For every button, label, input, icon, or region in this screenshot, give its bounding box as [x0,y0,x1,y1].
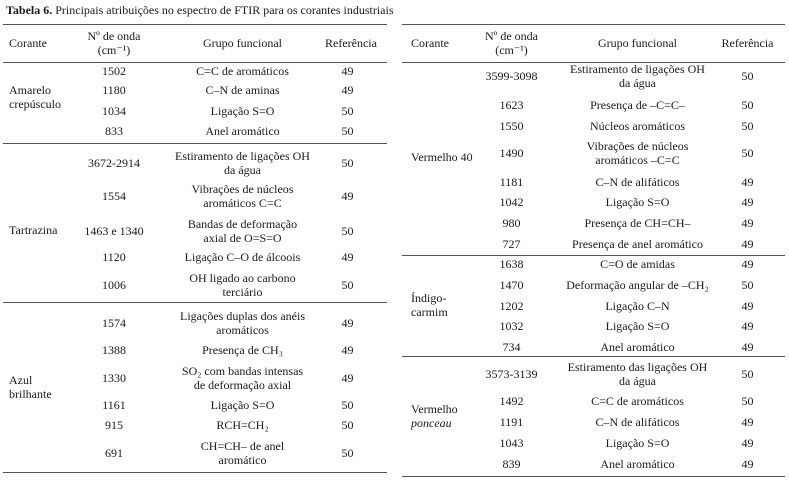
functional-group-cell [160,271,325,299]
left_table-group-rule [3,302,387,303]
functional-group-cell [555,457,720,471]
functional-group-cell-line: C=C de aromáticos [196,64,289,78]
right_table-dye-name [411,402,458,430]
functional-group-cell-line: aromáticos [216,323,269,337]
wavenumber-cell: 1388 [102,343,126,357]
functional-group-cell [555,436,720,450]
wavenumber-cell: 833 [105,124,123,138]
functional-group-cell-line: aromáticos C=C [203,196,282,210]
right_table-header-corante: Corante [411,36,449,50]
wavenumber-cell: 1330 [102,371,126,385]
wavenumber-cell: 1043 [499,436,524,450]
functional-group-cell-line: C–N de aminas [205,83,280,97]
right_table-header-referencia: Referência [721,36,774,50]
wavenumber-cell: 727 [502,237,521,251]
functional-group-cell-line: axial de O=S=O [203,231,282,245]
functional-group-cell-line: C=C de aromáticos [591,394,684,408]
functional-group-cell-line: C–N de alifáticos [595,415,680,429]
right_table-group-rule [402,356,785,357]
wavenumber-cell: 1554 [102,189,126,203]
wavenumber-cell: 839 [502,457,521,471]
dye-name-line: Tartrazina [9,223,58,237]
wavenumber-cell: 3573-3139 [485,367,538,381]
functional-group-cell-line: SO₂ com bandas intensas [181,364,304,378]
reference-cell: 50 [341,124,354,138]
functional-group-cell-line: da água [224,163,261,177]
reference-cell: 49 [341,83,354,97]
wavenumber-cell: 1638 [499,257,524,271]
functional-group-cell [555,415,720,429]
left_table-header-wavenumber [78,29,150,57]
reference-cell: 50 [741,146,754,160]
reference-cell: 49 [741,457,754,471]
functional-group-cell-line: Estiramento de ligações OH [570,62,705,76]
left_table-header-referencia: Referência [325,36,377,50]
wavenumber-cell: 1120 [102,250,126,264]
wavenumber-cell: 1623 [499,98,524,112]
wavenumber-cell: 1550 [499,119,524,133]
wavenumber-cell: 1490 [499,146,524,160]
left_table-header-corante: Corante [9,36,47,50]
left_table-group-rule [3,472,387,473]
functional-group-cell-line: Presença de CH₃ [202,343,283,357]
functional-group-cell-line: Núcleos aromáticos [590,119,685,133]
right_table-group-rule [402,476,785,477]
functional-group-cell-line: C=O de amidas [600,257,675,271]
reference-cell: 50 [341,446,354,460]
wavenumber-cell: 1191 [499,415,524,429]
functional-group-cell-line: Presença de anel aromático [572,237,703,251]
functional-group-cell [555,139,720,167]
functional-group-cell [555,257,720,271]
wavenumber-cell: 1181 [499,175,524,189]
right_table-dye-name [411,150,473,164]
functional-group-cell [555,278,720,292]
wavenumber-cell: 1006 [102,278,126,292]
wavenumber-cell: 1180 [102,83,126,97]
reference-cell: 50 [741,98,754,112]
reference-cell: 50 [341,278,354,292]
reference-cell: 49 [741,237,754,251]
functional-group-cell-line: CH=CH– de anel [200,439,285,453]
reference-cell: 50 [341,418,354,432]
reference-cell: 50 [741,367,754,381]
functional-group-cell-line: Anel aromático [205,124,280,138]
functional-group-cell [555,299,720,313]
functional-group-cell [555,237,720,251]
functional-group-cell-line: Vibrações de núcleos [586,139,689,153]
dye-name-line: Amarelo [9,83,51,97]
functional-group-cell [160,398,325,412]
reference-cell: 50 [341,398,354,412]
functional-group-cell-line: Vibrações de núcleos [191,182,294,196]
functional-group-cell [160,182,325,210]
functional-group-cell-line: Estiramento de ligações OH [175,149,310,163]
functional-group-cell-line: Ligação S=O [605,436,670,450]
reference-cell: 50 [341,156,354,170]
left_table-header-grupo: Grupo funcional [203,36,282,50]
wavenumber-cell: 1463 e 1340 [84,224,144,238]
functional-group-cell [555,175,720,189]
functional-group-cell-line: Anel aromático [600,340,675,354]
wavenumber-cell: 3599-3098 [485,69,538,83]
wavenumber-cell: 1574 [102,316,126,330]
reference-cell: 49 [741,299,754,313]
functional-group-cell [555,340,720,354]
functional-group-cell-line: terciário [222,285,263,299]
left_table-dye-name [9,223,57,237]
functional-group-cell-line: Ligação S=O [605,195,670,209]
functional-group-cell-line: aromáticos –C=C [595,153,680,167]
table-caption [6,3,394,18]
dye-name-line: brilhante [9,387,52,401]
functional-group-cell [555,195,720,209]
functional-group-cell-line: Ligação S=O [210,104,275,118]
functional-group-cell [555,216,720,230]
reference-cell: 49 [341,371,354,385]
wavenumber-cell: 1470 [499,278,524,292]
functional-group-cell [160,217,325,245]
functional-group-cell [555,98,720,112]
functional-group-cell-line: da água [619,374,656,388]
wavenumber-cell: 1202 [499,299,524,313]
dye-name-line: Vermelho [411,402,458,416]
wavenumber-header-line: Nº de onda [484,29,539,43]
reference-cell: 49 [741,415,754,429]
functional-group-cell-line: Presença de –C=C– [590,98,685,112]
functional-group-cell-line: Estiramento das ligações OH [567,360,708,374]
reference-cell: 49 [341,250,354,264]
reference-cell: 49 [741,195,754,209]
reference-cell: 50 [341,104,354,118]
reference-cell: 49 [341,343,354,357]
wavenumber-unit-line: (cm⁻¹) [97,43,131,57]
left_table-dye-name [9,373,52,401]
functional-group-cell-line: OH ligado ao carbono [189,271,296,285]
functional-group-cell-line: Anel aromático [600,457,675,471]
table-caption-label: Tabela 6. [6,3,53,17]
wavenumber-cell: 1502 [102,64,126,78]
functional-group-cell [555,319,720,333]
right_table-group-rule [402,255,785,256]
right_table-dye-name [411,291,448,319]
reference-cell: 49 [741,175,754,189]
functional-group-cell [160,104,325,118]
reference-cell: 49 [341,189,354,203]
functional-group-cell [555,62,720,90]
reference-cell: 49 [741,216,754,230]
functional-group-cell-line: Ligação S=O [210,398,275,412]
dye-name-line: carmim [411,305,448,319]
functional-group-cell [160,149,325,177]
functional-group-cell [555,394,720,408]
right_table-header-wavenumber [475,29,548,57]
functional-group-cell [160,124,325,138]
dye-name-line: ponceau [411,416,452,430]
reference-cell: 50 [741,119,754,133]
reference-cell: 49 [341,316,354,330]
table-caption-text: Principais atribuições no espectro de FTIR para os corantes industriais [52,3,394,17]
left_table-top-rule [3,24,387,25]
dye-name-line: Índigo- [411,291,447,305]
right_table-top-rule [402,24,785,25]
functional-group-cell [555,119,720,133]
reference-cell: 49 [341,64,354,78]
functional-group-cell-line: de deformação axial [193,378,292,392]
functional-group-cell [160,83,325,97]
functional-group-cell-line: Presença de CH=CH– [584,216,691,230]
wavenumber-cell: 691 [105,446,123,460]
functional-group-cell-line: Deformação angular de –CH₂ [566,278,709,292]
wavenumber-cell: 1034 [102,104,126,118]
right_table-header-grupo: Grupo funcional [598,36,677,50]
reference-cell: 50 [741,394,754,408]
functional-group-cell-line: Ligação C–O de álcoois [184,250,301,264]
functional-group-cell [160,343,325,357]
dye-name-line: Vermelho 40 [411,150,473,164]
left_table-group-rule [3,143,387,144]
left_table-header-rule [3,62,387,63]
wavenumber-cell: 980 [502,216,521,230]
functional-group-cell [160,309,325,337]
functional-group-cell [160,418,325,432]
wavenumber-cell: 3672-2914 [88,156,140,170]
wavenumber-cell: 1042 [499,195,524,209]
reference-cell: 50 [741,278,754,292]
functional-group-cell [555,360,720,388]
reference-cell: 49 [741,319,754,333]
functional-group-cell-line: RCH=CH₂ [216,418,269,432]
functional-group-cell-line: aromático [218,453,267,467]
dye-name-line: crepúsculo [9,97,61,111]
functional-group-cell-line: Bandas de deformação [187,217,298,231]
dye-name-line: Azul [9,373,33,387]
wavenumber-cell: 915 [105,418,123,432]
functional-group-cell-line: Ligação S=O [605,319,670,333]
wavenumber-unit-line: (cm⁻¹) [495,43,528,57]
functional-group-cell-line: Ligação C–N [605,299,670,313]
wavenumber-header-line: Nº de onda [87,29,141,43]
functional-group-cell-line: Ligações duplas dos anéis [180,309,305,323]
wavenumber-cell: 1161 [102,398,126,412]
left_table-dye-name [9,83,61,111]
reference-cell: 49 [741,340,754,354]
functional-group-cell [160,250,325,264]
reference-cell: 49 [741,257,754,271]
functional-group-cell [160,439,325,467]
functional-group-cell [160,64,325,78]
functional-group-cell [160,364,325,392]
reference-cell: 50 [741,69,754,83]
functional-group-cell-line: da água [619,76,656,90]
reference-cell: 49 [741,436,754,450]
reference-cell: 50 [341,224,354,238]
functional-group-cell-line: C–N de alifáticos [595,175,680,189]
wavenumber-cell: 1032 [499,319,524,333]
wavenumber-cell: 734 [502,340,521,354]
wavenumber-cell: 1492 [499,394,524,408]
